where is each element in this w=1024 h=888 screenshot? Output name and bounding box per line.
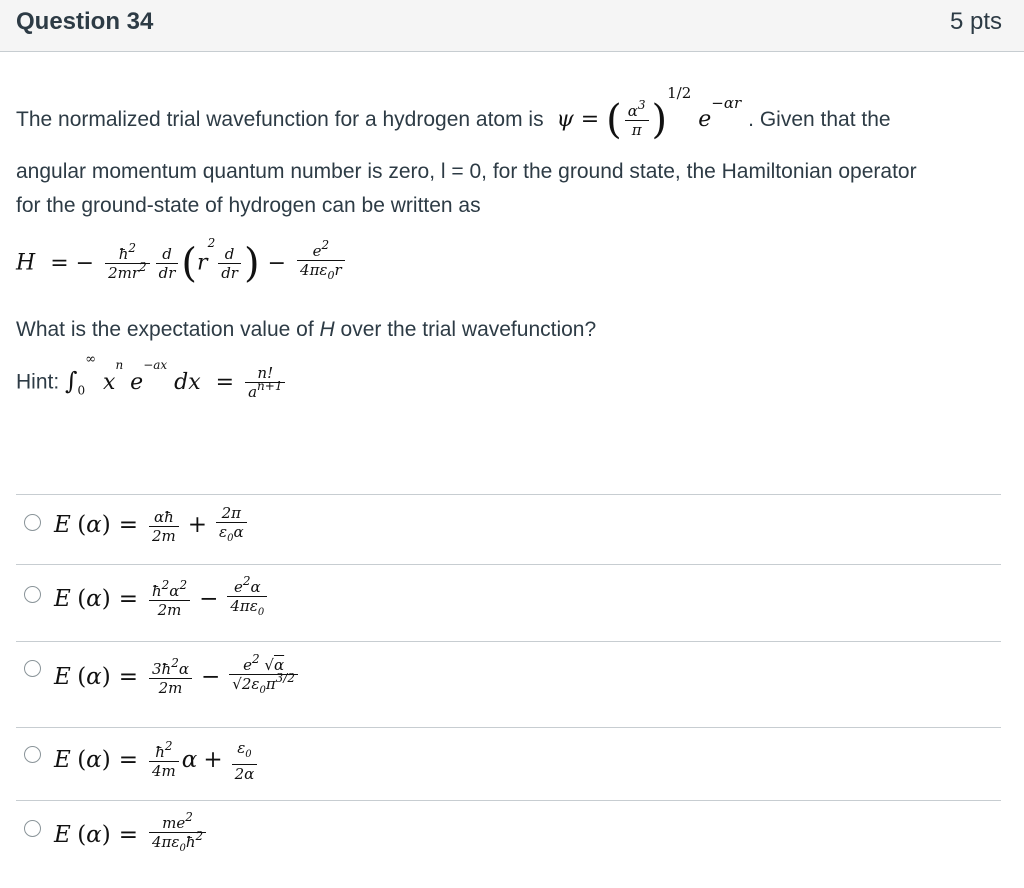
question-line-2: angular momentum quantum number is zero, l = 0, for the ground state, the Hamiltonian operator [16,160,917,183]
hint-integral: $\int_0^\infty$ $x^n$ $e^{-ax}$ dx = $\frac{n!}{a^{n+1}}$ [65,370,288,395]
prompt-variable: H [319,318,335,341]
answer-divider [16,564,1001,565]
answer-divider [16,800,1001,801]
answer-divider [16,494,1001,495]
question-prompt: What is the expectation value of H over the trial wavefunction? [16,318,597,341]
answer-radio-e[interactable] [24,820,41,837]
answer-formula-a: E (α) = $\frac{\alpha ħ}{2m}$ + $\frac{2\pi}{\varepsilon_0\alpha}$ [54,504,250,548]
question-intro-line [16,84,891,143]
answer-radio-b[interactable] [24,586,41,603]
intro-text: The normalized trial wavefunction for a hydrogen atom is [16,108,544,131]
answer-divider [16,727,1001,728]
answer-formula-d: E (α) = $\frac{ħ^2}{4m}$ α + $\frac{\varepsilon_0}{2\alpha}$ [54,739,260,783]
question-header [0,0,1024,52]
answer-formula-b: E (α) = $\frac{ħ^2\alpha^2}{2m}$ − $\frac{e^2\alpha}{4\pi\varepsilon_0}$ [54,578,270,622]
answer-radio-a[interactable] [24,514,41,531]
answer-formula-e: E (α) = $\frac{me^2}{4\pi\varepsilon_0ħ^2}$ [54,814,209,858]
answer-divider [16,641,1001,642]
question-line-3: for the ground-state of hydrogen can be written as [16,194,481,217]
question-points: 5 pts [949,8,1002,35]
hint-label: Hint: [16,370,60,394]
answer-formula-c: E (α) = $\frac{3ħ^2\alpha}{2m}$ − $\frac{e^2 √\alpha}{√2\varepsilon_0\pi^{3/2}}$ [54,656,301,700]
hint [16,352,288,401]
psi-equation: ψ = ( $\frac{\alpha^3}{\pi}$ )$^{1/2}$ $e^{-\alpha r}$ [549,84,742,143]
question-title: Question 34 [16,8,154,35]
answer-radio-c[interactable] [24,660,41,677]
hamiltonian-equation: H = − $\frac{ħ^2}{2mr^2}$ $\frac{d}{dr}$ ($r^2$ $\frac{d}{dr}$ ) − $\frac{e^2}{4\pi\varepsilon_0r}$ [16,242,348,285]
answer-radio-d[interactable] [24,746,41,763]
intro-tail: . Given that the [748,108,891,131]
